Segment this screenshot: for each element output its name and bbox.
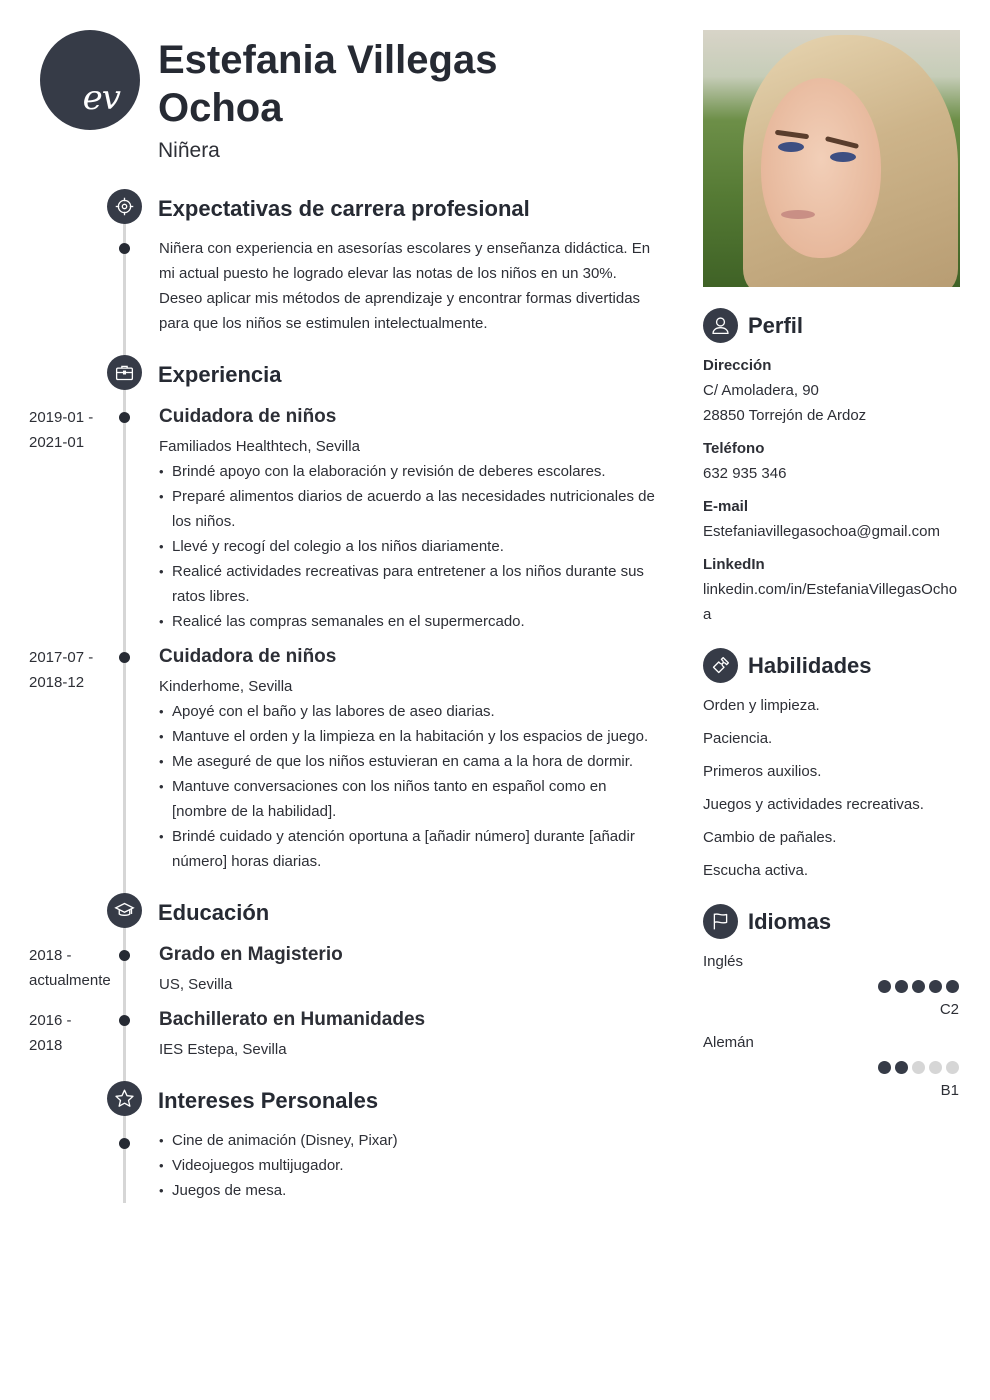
section-title-education: Educación: [158, 900, 270, 925]
skill-item: Escucha activa.: [703, 862, 809, 879]
bullet-item: • Realicé las compras semanales en el supermercado.: [159, 609, 659, 634]
education-title: Grado en Magisterio: [159, 944, 343, 965]
section-title-career: Expectativas de carrera profesional: [158, 196, 530, 221]
skill-item: Cambio de pañales.: [703, 829, 837, 846]
career-summary: Niñera con experiencia en asesorías escolares y enseñanza didáctica. En mi actual puesto he logrado elevar las notas de los niños en un 30%. Deseo aplicar mis métodos de aprendizaje y encontrar formas divertidas para que los niños se estimulen intelectualmente.: [159, 240, 651, 332]
profile-photo: [703, 30, 960, 287]
date-end: actualmente: [29, 972, 111, 989]
phone-label: Teléfono: [703, 440, 765, 457]
graduation-cap-icon: [107, 893, 142, 928]
date-start: 2017-07 -: [29, 649, 94, 666]
education-school: US, Sevilla: [159, 976, 233, 993]
bullet-item: • Preparé alimentos diarios de acuerdo a las necesidades nutricionales de los niños.: [159, 484, 659, 534]
user-icon: [703, 308, 738, 343]
language-name: Alemán: [703, 1034, 754, 1051]
date-start: 2018 -: [29, 947, 72, 964]
monogram-initials: ev: [82, 78, 120, 118]
experience-date: [29, 645, 93, 695]
interests-list: [159, 1128, 659, 1203]
experience-bullets: [159, 459, 659, 634]
bullet-item: • Mantuve conversaciones con los niños tanto en español como en [nombre de la habilidad].: [159, 774, 659, 824]
language-level: C2: [939, 1001, 959, 1018]
target-icon: [107, 189, 142, 224]
section-title-interests: Intereses Personales: [158, 1088, 379, 1113]
timeline-dot: [119, 1138, 130, 1149]
interest-item: • Videojuegos multijugador.: [159, 1153, 659, 1178]
interest-item: • Juegos de mesa.: [159, 1178, 659, 1203]
bullet-item: • Brindé cuidado y atención oportuna a [añadir número] durante [añadir número] horas diarias.: [159, 824, 659, 874]
language-level: B1: [940, 1082, 959, 1099]
photo-eye: [830, 152, 856, 162]
address-line1: C/ Amoladera, 90: [703, 382, 819, 399]
language-rating: [878, 1061, 959, 1074]
education-title: Bachillerato en Humanidades: [159, 1009, 426, 1030]
rating-dot-filled: [878, 980, 891, 993]
skill-item: Paciencia.: [703, 730, 773, 747]
language-name: Inglés: [703, 953, 744, 970]
photo-eye: [778, 142, 804, 152]
language-rating: [878, 980, 959, 993]
date-end: 2021-01: [29, 434, 85, 451]
section-title-languages: Idiomas: [748, 909, 832, 934]
address-line2: 28850 Torrejón de Ardoz: [703, 407, 867, 424]
email-label: E-mail: [703, 498, 749, 515]
section-title-skills: Habilidades: [748, 653, 872, 678]
experience-bullets: [159, 699, 659, 874]
rating-dot-filled: [895, 1061, 908, 1074]
flag-icon: [703, 904, 738, 939]
experience-title: Cuidadora de niños: [159, 406, 337, 427]
skill-item: Juegos y actividades recreativas.: [703, 796, 924, 813]
experience-date: [29, 405, 93, 455]
date-end: 2018: [29, 1037, 63, 1054]
experience-title: Cuidadora de niños: [159, 646, 337, 667]
briefcase-icon: [107, 355, 142, 390]
photo-lips: [781, 210, 815, 219]
timeline-dot: [119, 243, 130, 254]
linkedin-value[interactable]: linkedin.com/in/EstefaniaVillegasOchoa: [703, 581, 958, 623]
star-icon: [107, 1081, 142, 1116]
timeline-dot: [119, 950, 130, 961]
skill-item: Orden y limpieza.: [703, 697, 820, 714]
bullet-item: • Mantuve el orden y la limpieza en la habitación y los espacios de juego.: [159, 724, 659, 749]
bullet-item: • Apoyé con el baño y las labores de aseo diarias.: [159, 699, 659, 724]
date-start: 2016 -: [29, 1012, 72, 1029]
address-label: Dirección: [703, 357, 772, 374]
rating-dot-filled: [946, 980, 959, 993]
bullet-item: • Realicé actividades recreativas para entretener a los niños durante sus ratos libres.: [159, 559, 659, 609]
date-start: 2019-01 -: [29, 409, 94, 426]
bullet-item: • Me aseguré de que los niños estuvieran en cama a la hora de dormir.: [159, 749, 659, 774]
email-value[interactable]: Estefaniavillegasochoa@gmail.com: [703, 523, 941, 540]
section-title-experience: Experiencia: [158, 362, 282, 387]
candidate-name: Estefania Villegas Ochoa: [158, 38, 498, 130]
interest-item: • Cine de animación (Disney, Pixar): [159, 1128, 659, 1153]
education-date: [29, 1008, 72, 1058]
phone-value: 632 935 346: [703, 465, 787, 482]
section-title-profile: Perfil: [748, 313, 804, 338]
rating-dot-filled: [895, 980, 908, 993]
education-date: [29, 943, 111, 993]
rating-dot-filled: [912, 980, 925, 993]
linkedin-label: LinkedIn: [703, 556, 765, 573]
bullet-item: • Llevé y recogí del colegio a los niños diariamente.: [159, 534, 659, 559]
rating-dot-filled: [929, 980, 942, 993]
rating-dot-empty: [929, 1061, 942, 1074]
rating-dot-empty: [912, 1061, 925, 1074]
timeline-dot: [119, 652, 130, 663]
date-end: 2018-12: [29, 674, 85, 691]
education-school: IES Estepa, Sevilla: [159, 1041, 287, 1058]
job-title: Niñera: [158, 139, 220, 162]
monogram-avatar: [40, 30, 140, 130]
skill-item: Primeros auxilios.: [703, 763, 822, 780]
timeline-dot: [119, 1015, 130, 1026]
puzzle-icon: [703, 648, 738, 683]
experience-company: Kinderhome, Sevilla: [159, 678, 293, 695]
photo-face: [761, 78, 881, 258]
rating-dot-filled: [878, 1061, 891, 1074]
timeline-dot: [119, 412, 130, 423]
rating-dot-empty: [946, 1061, 959, 1074]
bullet-item: • Brindé apoyo con la elaboración y revisión de deberes escolares.: [159, 459, 659, 484]
experience-company: Familiados Healthtech, Sevilla: [159, 438, 360, 455]
